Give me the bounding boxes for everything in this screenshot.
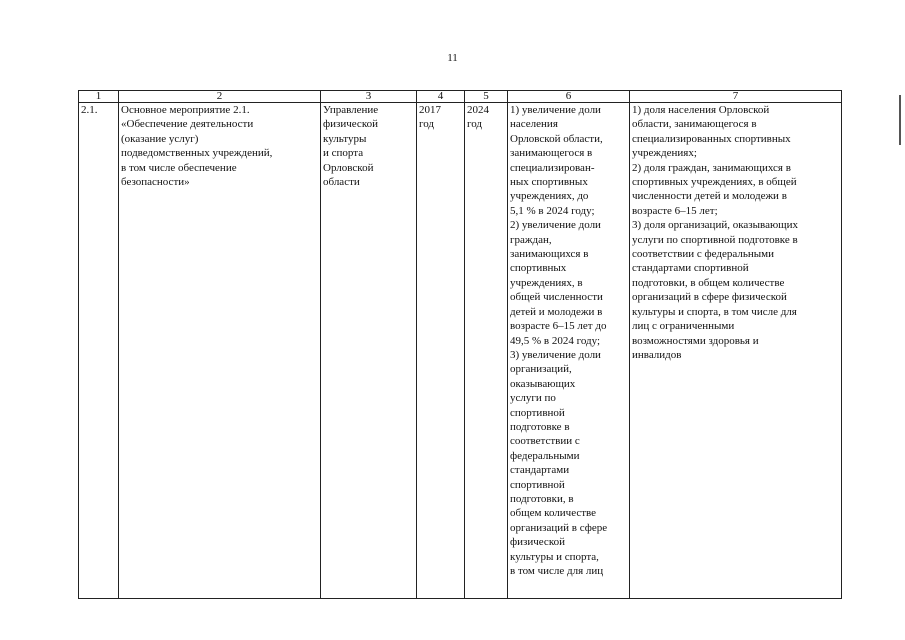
column-number-2: 2 (119, 91, 321, 103)
table-row (79, 103, 842, 599)
column-number-1: 1 (79, 91, 119, 103)
scan-edge-mark (899, 95, 901, 145)
activity-cell: Основное мероприятие 2.1. «Обеспечение деятельности (оказание услуг) подведомственных учреждений, в том числе обеспечение безопасности» (119, 103, 321, 599)
end-year-cell: 2024 год (465, 103, 508, 599)
indicators-cell: 1) доля населения Орловской области, занимающегося в специализированных спортивных учреждениях; 2) доля граждан, занимающихся в спортивных учреждениях, в общей численности детей и молодежи в возрасте 6–15 лет; 3) доля организаций, оказывающих услуги по спортивной подготовке в соответствии с федеральными стандартами спортивной подготовки, в общем количестве организаций в сфере физической культуры и спорта, в том числе для лиц с ограниченными возможностями здоровья и инвалидов (630, 103, 842, 599)
column-number-row (79, 91, 842, 103)
column-number-5: 5 (465, 91, 508, 103)
executor-cell: Управление физической культуры и спорта Орловской области (321, 103, 417, 599)
program-table (78, 90, 842, 599)
column-number-7: 7 (630, 91, 842, 103)
column-number-6: 6 (508, 91, 630, 103)
page-number: 11 (447, 52, 458, 64)
row-number-cell: 2.1. (79, 103, 119, 599)
column-number-3: 3 (321, 91, 417, 103)
expected-results-cell: 1) увеличение доли населения Орловской области, занимающегося в специализирован- ных спортивных учреждениях, до 5,1 % в 2024 году; 2) увеличение доли граждан, занимающихся в спортивных учреждениях, в общей численности детей и молодежи в возрасте 6–15 лет до 49,5 % в 2024 году; 3) увеличение доли организаций, оказывающих услуги по спортивной подготовке в соответствии с федеральными стандартами спортивной подготовки, в общем количестве организаций в сфере физической культуры и спорта, в том числе для лиц (508, 103, 630, 599)
column-number-4: 4 (417, 91, 465, 103)
start-year-cell: 2017 год (417, 103, 465, 599)
